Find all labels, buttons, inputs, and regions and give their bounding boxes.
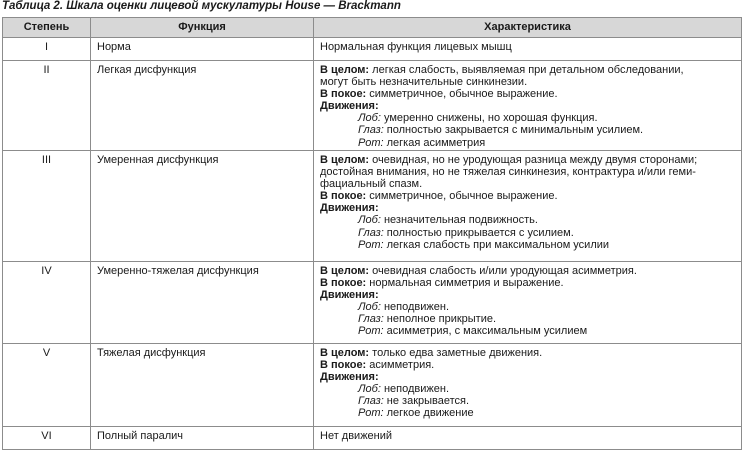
overall-text: только едва заметные движения. bbox=[369, 347, 543, 359]
table-row bbox=[3, 38, 742, 61]
mouth-text: асимметрия, с максимальным усилием bbox=[383, 325, 588, 338]
mouth-label: Рот: bbox=[358, 238, 384, 251]
forehead-text: умеренно снижены, но хорошая функция. bbox=[380, 112, 598, 125]
rest-text: симметричное, обычное выражение. bbox=[366, 190, 558, 203]
function-cell: Полный паралич bbox=[91, 427, 314, 450]
overall-label: В целом: bbox=[320, 265, 370, 277]
eye-text: полностью прикрывается с усилием. bbox=[383, 226, 574, 239]
eye-text: не закрывается. bbox=[383, 395, 470, 408]
overall-text: очевидная, но не уродующая разница между двумя сторонами; bbox=[369, 154, 698, 166]
table-row bbox=[3, 262, 742, 344]
eye-label: Глаз: bbox=[358, 226, 384, 239]
grade-cell: V bbox=[3, 344, 91, 427]
eye-text: неполное прикрытие. bbox=[383, 313, 497, 326]
rest-label: В покое: bbox=[320, 277, 367, 290]
grade-cell: II bbox=[3, 61, 91, 151]
movement-label: Движения: bbox=[320, 100, 379, 113]
characteristic-cell: Нет движений bbox=[314, 427, 742, 450]
house-brackmann-table bbox=[2, 17, 742, 450]
movement-label: Движения: bbox=[320, 289, 379, 302]
movement-label: Движения: bbox=[320, 371, 379, 384]
forehead-text: неподвижен. bbox=[380, 301, 450, 314]
mouth-label: Рот: bbox=[358, 136, 384, 149]
function-cell: Норма bbox=[91, 38, 314, 61]
characteristic-cell bbox=[314, 151, 742, 262]
table-row bbox=[3, 61, 742, 151]
characteristic-cell: Нормальная функция лицевых мышц bbox=[314, 38, 742, 61]
forehead-label: Лоб: bbox=[358, 112, 381, 125]
mouth-label: Рот: bbox=[358, 407, 384, 420]
function-cell: Умеренная дисфункция bbox=[91, 151, 314, 262]
grade-cell: III bbox=[3, 151, 91, 262]
mouth-label: Рот: bbox=[358, 325, 384, 338]
table-row bbox=[3, 427, 742, 450]
eye-label: Глаз: bbox=[358, 313, 384, 326]
forehead-text: незначительная подвижность. bbox=[380, 214, 538, 227]
overall-text: достойная внимания, но не тяжелая синкинезия, контрактура и/или геми- bbox=[320, 166, 696, 179]
movement-label: Движения: bbox=[320, 202, 379, 215]
header-row bbox=[3, 18, 742, 38]
overall-text: легкая слабость, выявляемая при детальном обследовании, bbox=[369, 64, 684, 76]
overall-text: очевидная слабость и/или уродующая асимметрия. bbox=[369, 265, 637, 277]
overall-text: могут быть незначительные синкинезии. bbox=[320, 76, 528, 89]
table-caption: Таблица 2. Шкала оценки лицевой мускулатуры House — Brackmann bbox=[2, 0, 401, 12]
mouth-text: легкая слабость при максимальном усилии bbox=[383, 238, 610, 251]
characteristic-cell bbox=[314, 344, 742, 427]
rest-text: симметричное, обычное выражение. bbox=[366, 88, 558, 101]
table-row bbox=[3, 344, 742, 427]
characteristic-cell bbox=[314, 61, 742, 151]
table-row bbox=[3, 151, 742, 262]
function-cell: Тяжелая дисфункция bbox=[91, 344, 314, 427]
characteristic-cell bbox=[314, 262, 742, 344]
grade-cell: I bbox=[3, 38, 91, 61]
eye-text: полностью закрывается с минимальным усилием. bbox=[383, 124, 644, 137]
overall-label: В целом: bbox=[320, 154, 370, 166]
header-function: Функция bbox=[91, 18, 314, 38]
forehead-label: Лоб: bbox=[358, 383, 381, 396]
header-grade: Степень bbox=[3, 18, 91, 38]
eye-label: Глаз: bbox=[358, 124, 384, 137]
grade-cell: IV bbox=[3, 262, 91, 344]
header-characteristic: Характеристика bbox=[314, 18, 742, 38]
rest-label: В покое: bbox=[320, 88, 367, 101]
eye-label: Глаз: bbox=[358, 395, 384, 408]
rest-label: В покое: bbox=[320, 359, 367, 372]
function-cell: Умеренно-тяжелая дисфункция bbox=[91, 262, 314, 344]
overall-label: В целом: bbox=[320, 64, 370, 76]
grade-cell: VI bbox=[3, 427, 91, 450]
forehead-label: Лоб: bbox=[358, 301, 381, 314]
function-cell: Легкая дисфункция bbox=[91, 61, 314, 151]
mouth-text: легкая асимметрия bbox=[383, 136, 486, 149]
overall-text: фациальный спазм. bbox=[320, 178, 423, 191]
forehead-label: Лоб: bbox=[358, 214, 381, 227]
rest-text: асимметрия. bbox=[366, 359, 435, 372]
rest-label: В покое: bbox=[320, 190, 367, 203]
forehead-text: неподвижен. bbox=[380, 383, 450, 396]
mouth-text: легкое движение bbox=[383, 407, 474, 420]
rest-text: нормальная симметрия и выражение. bbox=[366, 277, 564, 290]
overall-label: В целом: bbox=[320, 347, 370, 359]
